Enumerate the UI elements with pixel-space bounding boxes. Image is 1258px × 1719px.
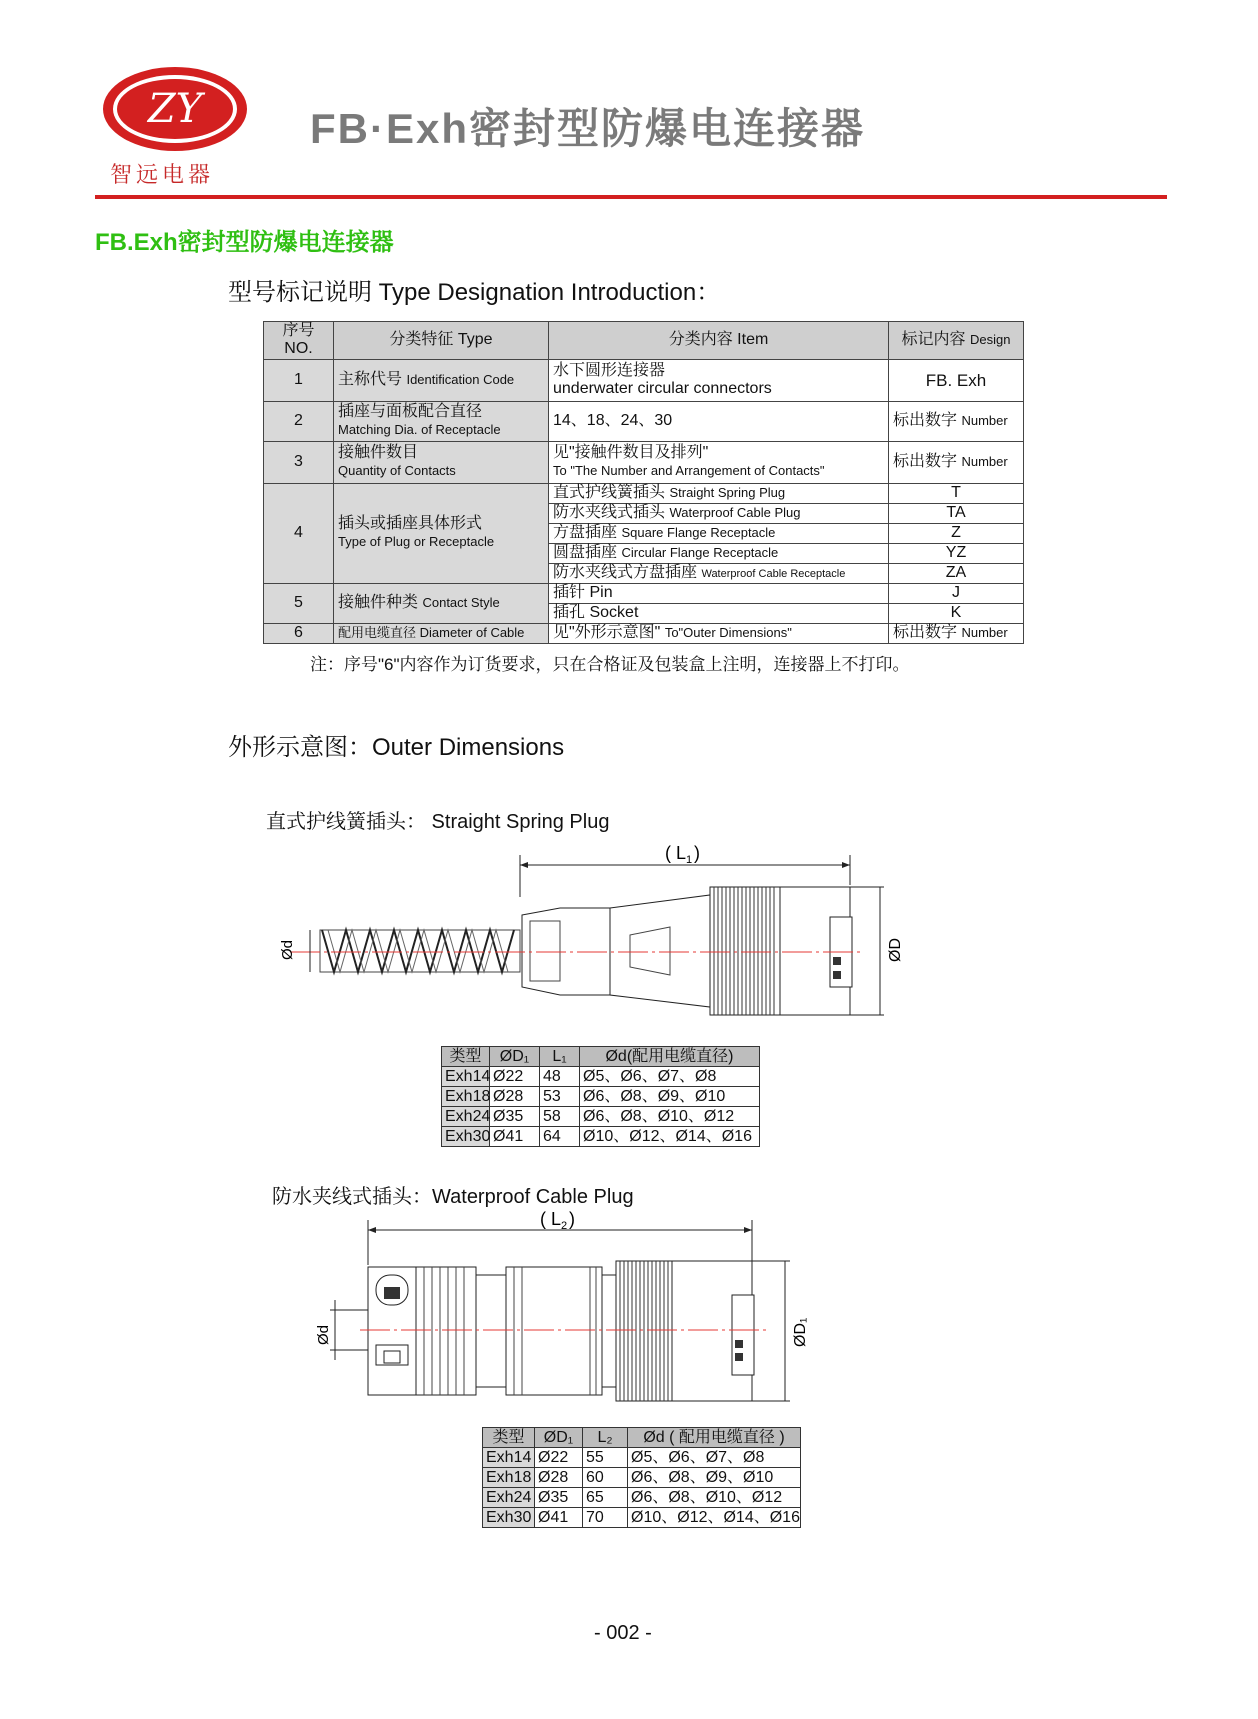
table-row: 4 插头或插座具体形式 Type of Plug or Receptacle 直式护线簧插头 Straight Spring Plug T [264,483,1024,503]
table-row: Exh14 Ø22 48 Ø5、Ø6、Ø7、Ø8 [442,1067,760,1087]
table-row: Exh14 Ø22 55 Ø5、Ø6、Ø7、Ø8 [483,1448,801,1468]
table-row: 6 配用电缆直径 Diameter of Cable 见"外形示意图" To"Outer Dimensions" 标出数字 Number [264,623,1024,643]
waterproof-plug-drawing [300,1205,820,1405]
waterproof-plug-dimension-table [482,1427,801,1528]
table-row: 圆盘插座 Circular Flange Receptacle YZ [264,543,1024,563]
company-logo [100,64,250,154]
table-row: 防水夹线式插头 Waterproof Cable Plug TA [264,503,1024,523]
table-row: Exh30 Ø41 64 Ø10、Ø12、Ø14、Ø16 [442,1127,760,1147]
od-label: Ød [279,939,296,960]
outer-diameter-label: ØD [887,938,904,962]
svg-text:2: 2 [561,1220,568,1232]
straight-plug-dimension-table [441,1046,760,1147]
type-designation-heading: 型号标记说明 Type Designation Introduction： [228,279,721,306]
section-title: FB.Exh密封型防爆电连接器 [95,229,394,256]
svg-text:): ) [569,1209,575,1229]
outer-diameter-label: ØD₁ [792,1317,809,1347]
table-row: 插孔 Socket K [264,603,1024,623]
table-row: Exh30 Ø41 70 Ø10、Ø12、Ø14、Ø16 [483,1508,801,1528]
table-header-row [264,322,1024,360]
straight-plug-drawing [270,835,910,1035]
table-row: Exh18 Ø28 60 Ø6、Ø8、Ø9、Ø10 [483,1468,801,1488]
col-no: 序号 NO. [264,322,334,360]
od-label: Ød [315,1324,332,1345]
table-row: Exh18 Ø28 53 Ø6、Ø8、Ø9、Ø10 [442,1087,760,1107]
col-design: 标记内容 Design [889,322,1024,360]
table-header-row: 类型 ØD₁ L₂ Ød ( 配用电缆直径 ) [483,1428,801,1448]
logo-letters: ZY [147,86,203,132]
table-row: 5 接触件种类 Contact Style 插针 Pin J [264,583,1024,603]
l1-label: ( L [665,843,687,863]
table-row: Exh24 Ø35 58 Ø6、Ø8、Ø10、Ø12 [442,1107,760,1127]
table-row: 1 主称代号 Identification Code 水下圆形连接器 underwater circular connectors FB. Exh [264,359,1024,401]
logo-subtitle: 智远电器 [110,163,215,188]
outer-dimensions-heading: 外形示意图：Outer Dimensions [228,734,565,761]
order-note: 注：序号"6"内容作为订货要求，只在合格证及包装盒上注明，连接器上不打印。 [310,655,910,674]
svg-text:): ) [694,843,700,863]
table-row: 3 接触件数目 Quantity of Contacts 见"接触件数目及排列" To "The Number and Arrangement of Contacts" 标出数字 Number [264,441,1024,483]
straight-plug-title: 直式护线簧插头： Straight Spring Plug [266,811,610,833]
page-header-title: FB·Exh密封型防爆电连接器 [310,105,866,152]
waterproof-plug-title: 防水夹线式插头：Waterproof Cable Plug [272,1186,634,1208]
page-number: - 002 - [594,1622,652,1644]
table-row: 方盘插座 Square Flange Receptacle Z [264,523,1024,543]
table-header-row: 类型 ØD₁ L₁ Ød(配用电缆直径) [442,1047,760,1067]
svg-text:1: 1 [686,854,693,866]
table-row: 2 插座与面板配合直径 Matching Dia. of Receptacle 14、18、24、30 标出数字 Number [264,401,1024,441]
type-designation-table [263,321,1024,644]
table-row: Exh24 Ø35 65 Ø6、Ø8、Ø10、Ø12 [483,1488,801,1508]
header-divider [95,195,1167,199]
l2-label: ( L [540,1209,562,1229]
col-type: 分类特征 Type [334,322,549,360]
col-item: 分类内容 Item [549,322,889,360]
table-row: 防水夹线式方盘插座 Waterproof Cable Receptacle ZA [264,563,1024,583]
